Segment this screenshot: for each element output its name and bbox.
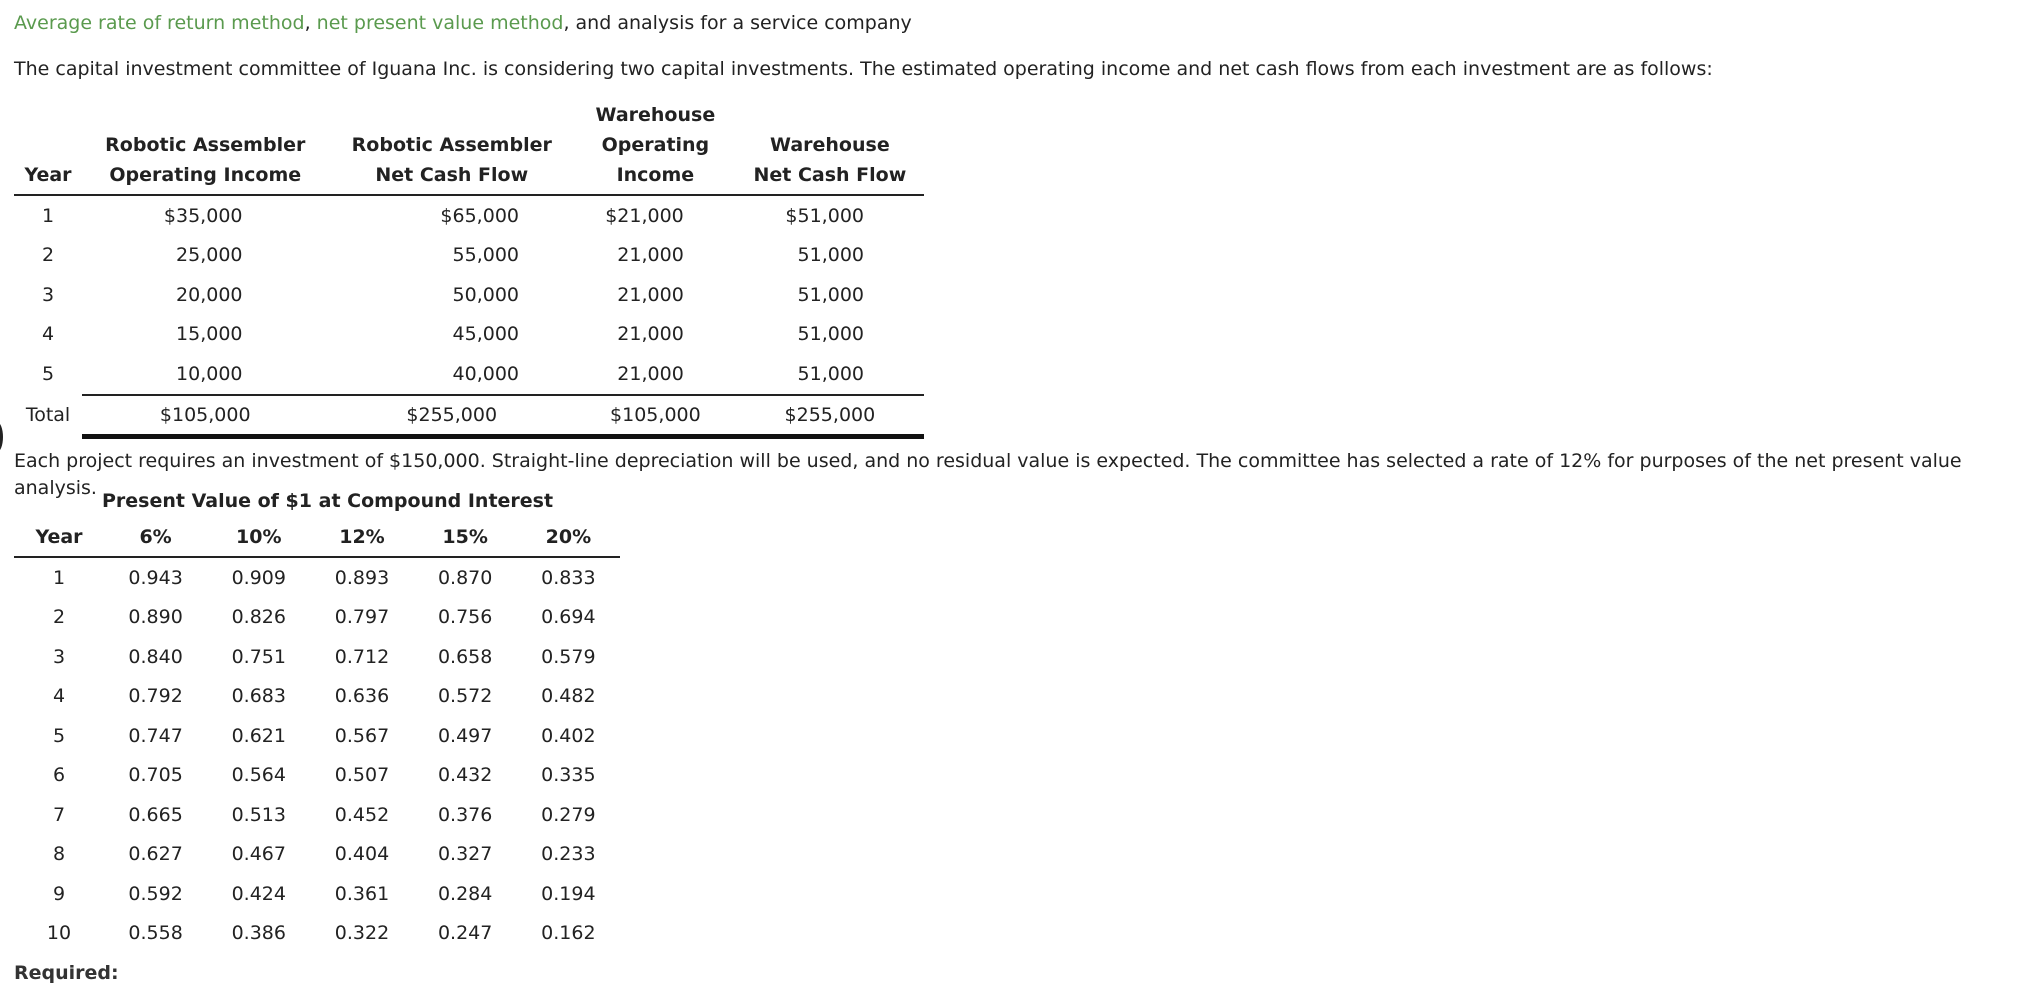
- pv-factor-cell: 0.424: [231, 882, 286, 905]
- problem-title: [14, 10, 912, 37]
- intro-text: The capital investment committee of Iguana Inc. is considering two capital investments. The estimated operating income and net cash flows from each investment are as follows:: [14, 58, 1713, 80]
- pv-year-cell: 4: [52, 685, 66, 708]
- pv-year-cell: 5: [52, 724, 66, 747]
- total-label: Total: [25, 404, 71, 427]
- year-cell: 1: [41, 204, 55, 227]
- pv-factor-cell: 0.636: [334, 685, 390, 708]
- pv-factor-cell: 0.322: [334, 922, 390, 945]
- pv-factor-cell: 0.870: [437, 566, 493, 589]
- pv-row: [14, 874, 620, 914]
- pv-factor-cell: 0.694: [541, 606, 596, 629]
- robotic-cash-cell: 50,000: [452, 283, 519, 306]
- pv-factor-cell: 0.507: [334, 764, 390, 787]
- pv-factor-cell: 0.747: [128, 724, 183, 747]
- pv-factor-cell: 0.376: [437, 803, 493, 826]
- pv-header-rate: 10%: [207, 518, 310, 557]
- avg-rate-of-return-link[interactable]: Average rate of return method: [14, 12, 305, 34]
- robotic-income-cell: 10,000: [176, 362, 243, 385]
- robotic-income-cell: 15,000: [176, 323, 243, 346]
- pv-factor-cell: 0.279: [541, 803, 596, 826]
- pv-factor-cell: 0.705: [128, 764, 183, 787]
- title-rest: , and analysis for a service company: [563, 12, 912, 34]
- pv-table-title: Present Value of $1 at Compound Interest: [102, 490, 554, 512]
- pv-factor-cell: 0.890: [128, 606, 183, 629]
- year-cell: 4: [41, 323, 55, 346]
- pv-factor-cell: 0.797: [334, 606, 390, 629]
- robotic-cash-cell: $65,000: [440, 204, 519, 227]
- investment-row: [14, 275, 924, 315]
- pv-factor-cell: 0.402: [541, 724, 596, 747]
- investment-row: [14, 315, 924, 355]
- npv-method-link[interactable]: net present value method: [316, 12, 564, 34]
- robotic-income-cell: 25,000: [176, 244, 243, 267]
- pv-factor-cell: 0.756: [437, 606, 493, 629]
- total-warehouse-income: $105,000: [575, 395, 736, 437]
- pv-factor-cell: 0.665: [128, 803, 183, 826]
- pv-factor-cell: 0.592: [128, 882, 183, 905]
- warehouse-cash-cell: $51,000: [785, 204, 864, 227]
- header-year: Year: [14, 100, 82, 195]
- robotic-income-cell: 20,000: [176, 283, 243, 306]
- pv-factor-cell: 0.452: [334, 803, 390, 826]
- investment-header-row: [14, 100, 924, 195]
- pv-header-rate: 12%: [310, 518, 413, 557]
- header-robotic-income: Robotic Assembler Operating Income: [82, 100, 329, 195]
- pv-row: [14, 677, 620, 717]
- pv-factor-cell: 0.572: [437, 685, 493, 708]
- pv-year-cell: 2: [52, 606, 66, 629]
- pv-factor-cell: 0.909: [231, 566, 286, 589]
- investment-row: [14, 354, 924, 395]
- pv-factor-cell: 0.162: [541, 922, 596, 945]
- header-warehouse-cash: Warehouse Net Cash Flow: [736, 100, 924, 195]
- pv-year-cell: 6: [52, 764, 66, 787]
- pv-factor-cell: 0.683: [231, 685, 286, 708]
- warehouse-cash-cell: 51,000: [797, 323, 864, 346]
- present-value-table: [14, 518, 620, 953]
- pv-header-rate: 20%: [517, 518, 620, 557]
- robotic-income-cell: $35,000: [163, 204, 243, 227]
- pv-row: [14, 598, 620, 638]
- pv-row: [14, 914, 620, 954]
- header-warehouse-income: Warehouse Operating Income: [575, 100, 736, 195]
- pv-row: [14, 835, 620, 875]
- pv-row: [14, 795, 620, 835]
- pv-factor-cell: 0.247: [437, 922, 493, 945]
- warehouse-income-cell: 21,000: [617, 244, 684, 267]
- pv-factor-cell: 0.627: [128, 843, 183, 866]
- pv-factor-cell: 0.751: [231, 645, 286, 668]
- pv-factor-cell: 0.567: [334, 724, 390, 747]
- pv-factor-cell: 0.712: [334, 645, 390, 668]
- pv-factor-cell: 0.497: [437, 724, 493, 747]
- pv-year-cell: 10: [46, 922, 72, 945]
- pv-factor-cell: 0.558: [128, 922, 183, 945]
- pv-factor-cell: 0.386: [231, 922, 286, 945]
- year-cell: 3: [41, 283, 55, 306]
- warehouse-cash-cell: 51,000: [797, 283, 864, 306]
- pv-factor-cell: 0.194: [541, 882, 596, 905]
- pv-header-rate: 6%: [104, 518, 207, 557]
- warehouse-income-cell: 21,000: [617, 362, 684, 385]
- required-label: Required:: [14, 962, 119, 984]
- total-robotic-cash: $255,000: [329, 395, 576, 437]
- pv-factor-cell: 0.658: [437, 645, 493, 668]
- pv-header-year: Year: [14, 518, 104, 557]
- pv-year-cell: 7: [52, 803, 66, 826]
- pv-row: [14, 637, 620, 677]
- title-separator: ,: [304, 12, 317, 34]
- year-cell: 5: [41, 363, 55, 386]
- warehouse-income-cell: 21,000: [617, 323, 684, 346]
- pv-row: [14, 756, 620, 796]
- pv-row: [14, 557, 620, 598]
- pv-factor-cell: 0.826: [231, 606, 286, 629]
- investment-row: [14, 195, 924, 236]
- investment-row: [14, 236, 924, 276]
- header-robotic-cash: Robotic Assembler Net Cash Flow: [329, 100, 576, 195]
- year-cell: 2: [41, 244, 55, 267]
- pv-factor-cell: 0.579: [541, 645, 596, 668]
- edge-marker: [0, 422, 3, 452]
- robotic-cash-cell: 45,000: [452, 323, 519, 346]
- investment-total-row: [14, 395, 924, 437]
- warehouse-income-cell: 21,000: [617, 283, 684, 306]
- pv-year-cell: 3: [52, 645, 66, 668]
- pv-factor-cell: 0.233: [541, 843, 596, 866]
- pv-factor-cell: 0.943: [128, 566, 183, 589]
- pv-header-rate: 15%: [414, 518, 517, 557]
- pv-header-row: [14, 518, 620, 557]
- investment-table: [14, 100, 924, 439]
- total-warehouse-cash: $255,000: [736, 395, 924, 437]
- pv-factor-cell: 0.792: [128, 685, 183, 708]
- pv-row: [14, 716, 620, 756]
- pv-year-cell: 1: [52, 566, 66, 589]
- pv-factor-cell: 0.467: [231, 843, 286, 866]
- warehouse-cash-cell: 51,000: [797, 362, 864, 385]
- pv-factor-cell: 0.284: [437, 882, 493, 905]
- pv-factor-cell: 0.840: [128, 645, 183, 668]
- pv-factor-cell: 0.335: [541, 764, 596, 787]
- pv-factor-cell: 0.404: [334, 843, 390, 866]
- pv-year-cell: 9: [52, 882, 66, 905]
- pv-factor-cell: 0.327: [437, 843, 493, 866]
- pv-factor-cell: 0.893: [334, 566, 390, 589]
- pv-year-cell: 8: [52, 843, 66, 866]
- pv-factor-cell: 0.361: [334, 882, 390, 905]
- warehouse-cash-cell: 51,000: [797, 244, 864, 267]
- total-robotic-income: $105,000: [82, 395, 329, 437]
- pv-factor-cell: 0.432: [437, 764, 493, 787]
- warehouse-income-cell: $21,000: [605, 204, 684, 227]
- pv-factor-cell: 0.513: [231, 803, 286, 826]
- investment-note: Each project requires an investment of $150,000. Straight-line depreciation will be used, and no residual value is expected. The committee has selected a rate of 12% for purposes of the net present value analysis.: [14, 450, 1962, 499]
- robotic-cash-cell: 55,000: [452, 244, 519, 267]
- pv-factor-cell: 0.833: [541, 566, 596, 589]
- pv-factor-cell: 0.621: [231, 724, 286, 747]
- robotic-cash-cell: 40,000: [452, 362, 519, 385]
- pv-factor-cell: 0.564: [231, 764, 286, 787]
- pv-factor-cell: 0.482: [541, 685, 596, 708]
